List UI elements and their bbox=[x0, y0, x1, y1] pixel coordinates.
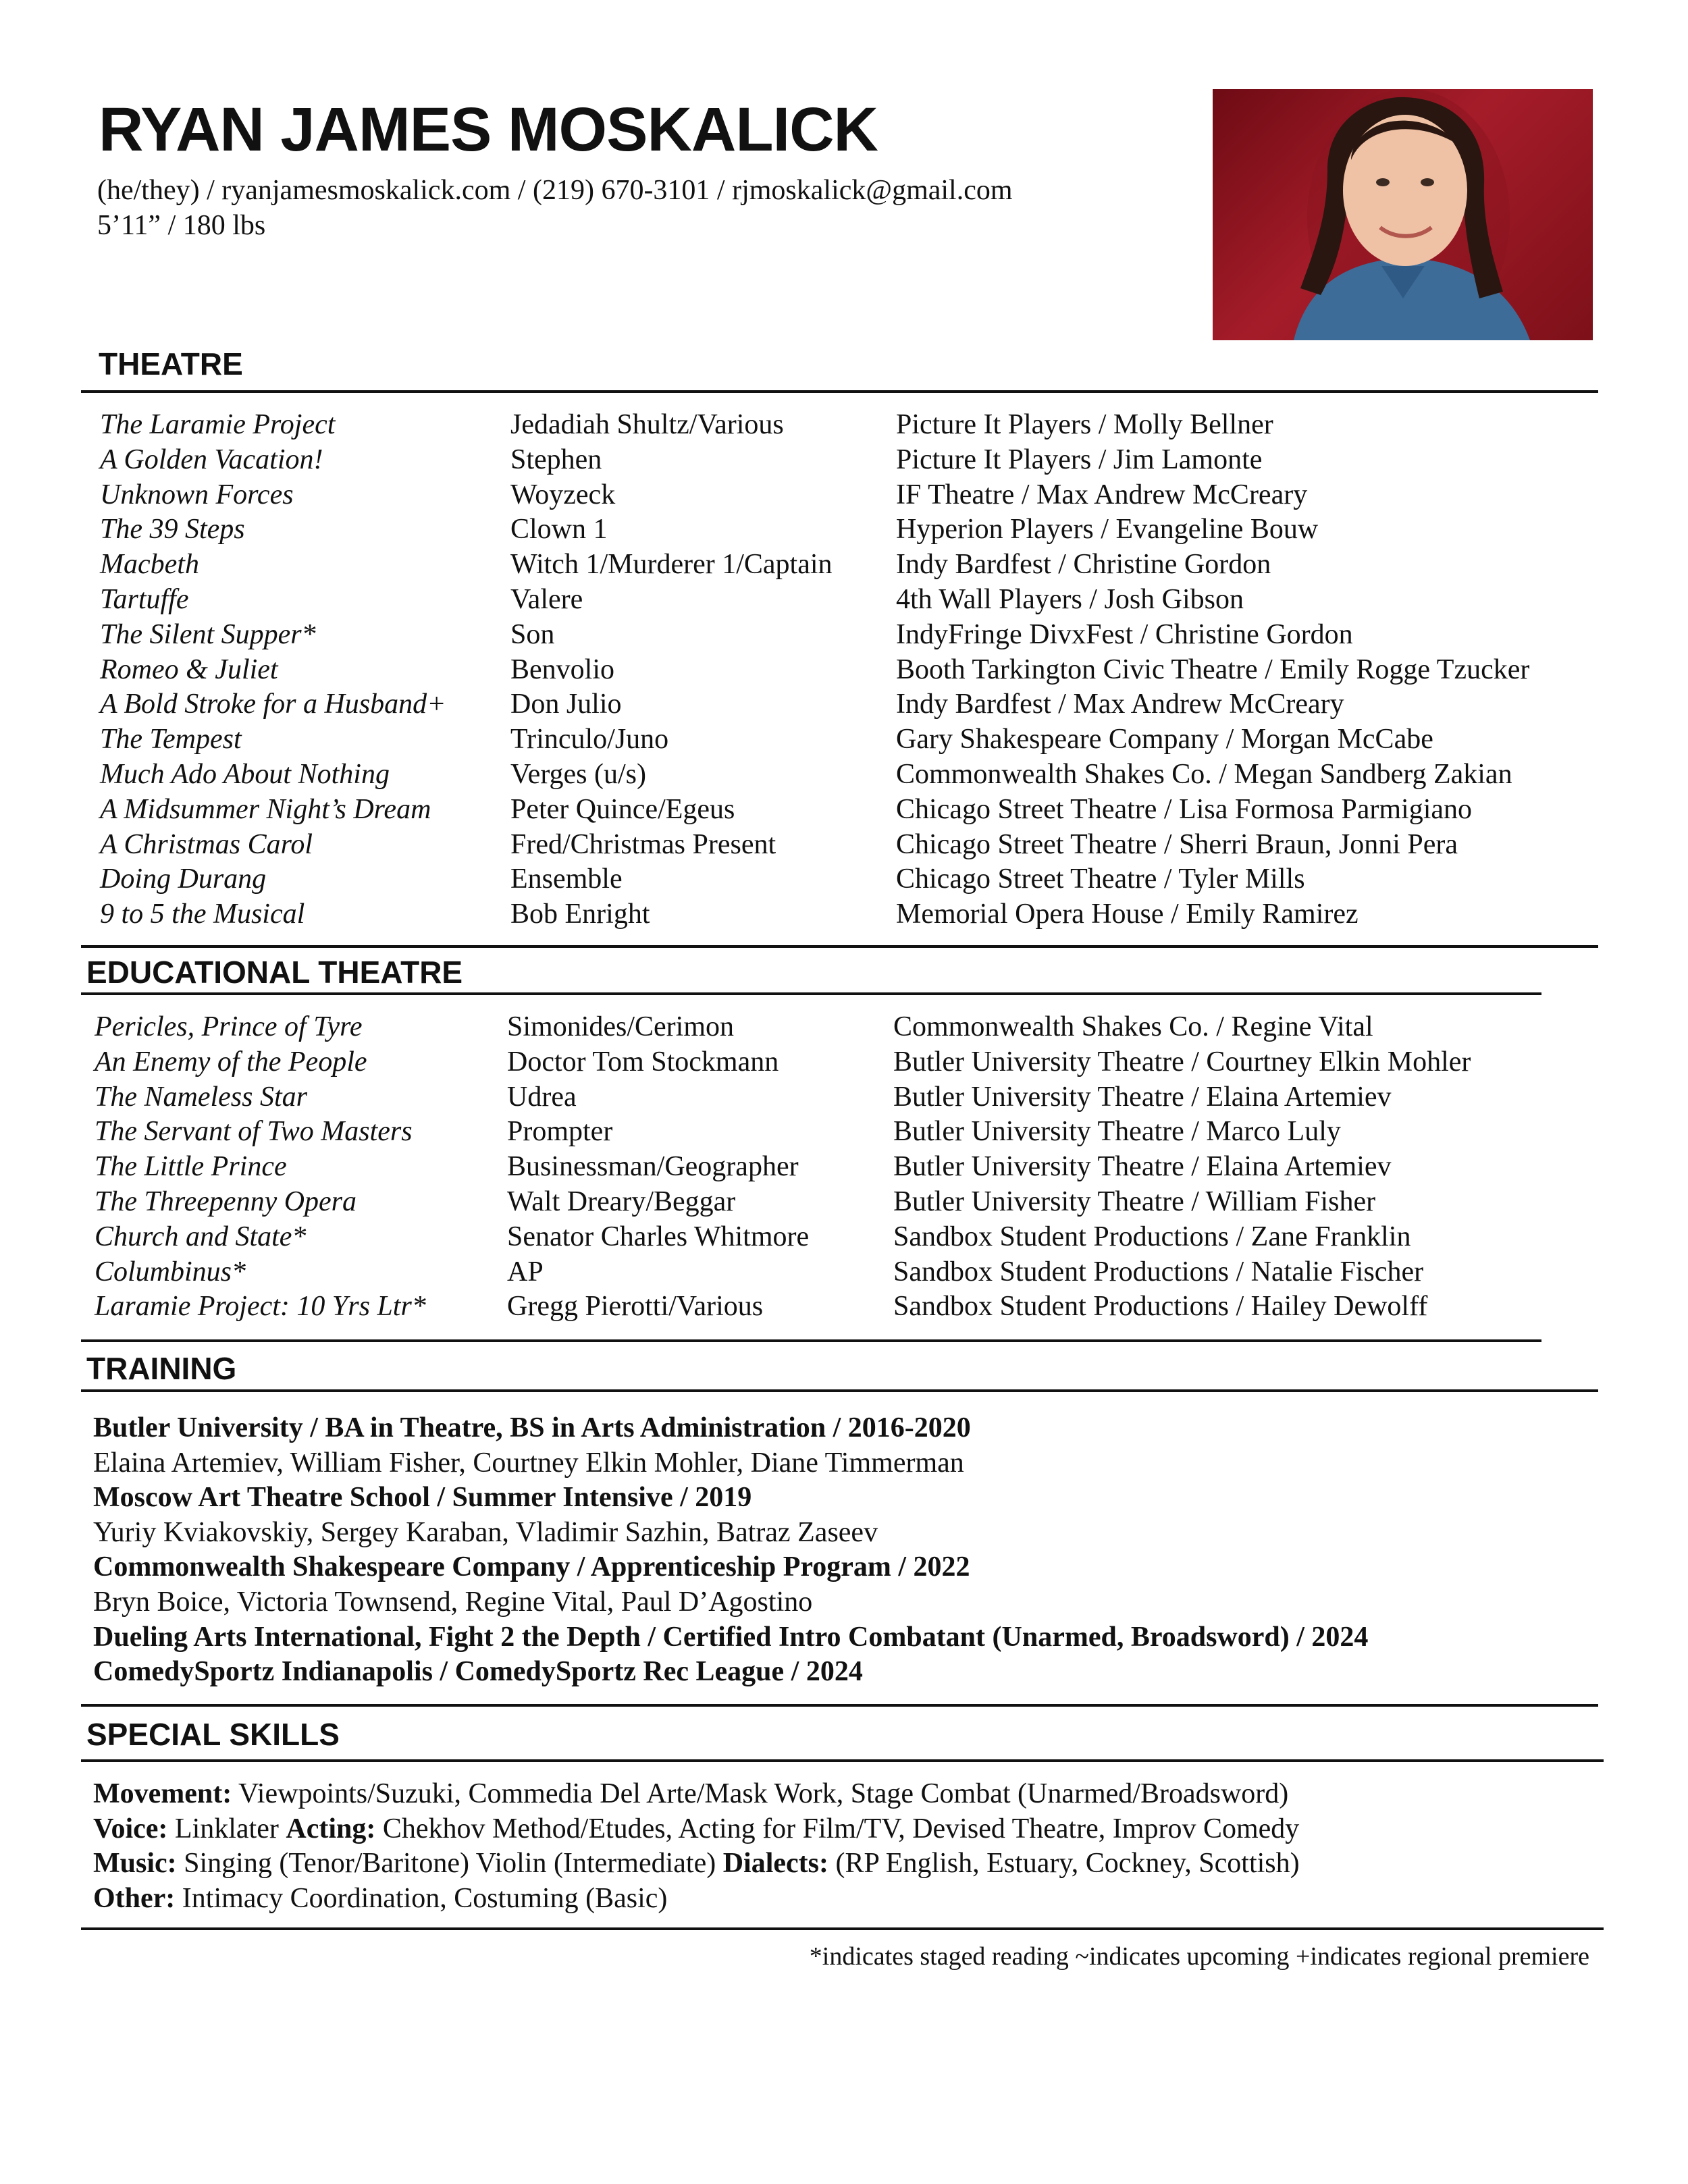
training-program: Butler University / BA in Theatre, BS in Arts Administration / 2016-2020 bbox=[93, 1412, 971, 1443]
skills-other bbox=[93, 1882, 1300, 1917]
skills-divider-top bbox=[81, 1704, 1598, 1707]
skills-label: Voice: bbox=[93, 1813, 168, 1844]
contact-line: (he/they) / ryanjamesmoskalick.com / (219) 670-3101 / rjmoskalick@gmail.com bbox=[97, 175, 1013, 206]
training-instructors: Yuriy Kviakovskiy, Sergey Karaban, Vladimir Sazhin, Batraz Zaseev bbox=[93, 1516, 878, 1548]
credit-show: Doing Durang bbox=[100, 863, 267, 895]
credit-company: Indy Bardfest / Christine Gordon bbox=[896, 549, 1271, 581]
credit-company: Gary Shakespeare Company / Morgan McCabe bbox=[896, 724, 1433, 755]
skills-label: Music: bbox=[93, 1848, 177, 1880]
credit-company: Memorial Opera House / Emily Ramirez bbox=[896, 899, 1359, 930]
skills-label: Movement: bbox=[93, 1778, 232, 1809]
credit-role: Witch 1/Murderer 1/Captain bbox=[510, 549, 833, 581]
credit-show: The Nameless Star bbox=[95, 1081, 307, 1113]
credit-show: Macbeth bbox=[100, 549, 199, 581]
headshot-illustration bbox=[1213, 89, 1593, 340]
credit-show: 9 to 5 the Musical bbox=[100, 899, 305, 930]
credit-company: Commonwealth Shakes Co. / Regine Vital bbox=[893, 1011, 1373, 1042]
credit-show: Church and State* bbox=[95, 1221, 307, 1252]
credit-company: Sandbox Student Productions / Natalie Fischer bbox=[893, 1256, 1424, 1287]
credit-role: Don Julio bbox=[510, 689, 622, 720]
credit-company: Booth Tarkington Civic Theatre / Emily Rogge Tzucker bbox=[896, 654, 1530, 685]
skills-value: Linklater bbox=[167, 1813, 286, 1844]
credit-company: Butler University Theatre / Courtney Elkin Mohler bbox=[893, 1046, 1471, 1077]
footer-divider bbox=[81, 1927, 1604, 1930]
skills-heading: SPECIAL SKILLS bbox=[86, 1717, 340, 1752]
skills-value: Intimacy Coordination, Costuming (Basic) bbox=[175, 1882, 668, 1914]
credit-role: Son bbox=[510, 618, 555, 650]
training-divider-top bbox=[81, 1339, 1541, 1342]
credit-company: Sandbox Student Productions / Zane Franklin bbox=[893, 1221, 1411, 1252]
training-program: Commonwealth Shakespeare Company / Apprenticeship Program / 2022 bbox=[93, 1551, 970, 1583]
educational-divider-top bbox=[81, 945, 1598, 948]
credit-company: Picture It Players / Molly Bellner bbox=[896, 409, 1273, 440]
credit-company: Butler University Theatre / Elaina Artemiev bbox=[893, 1081, 1392, 1113]
credit-role: Benvolio bbox=[510, 654, 614, 685]
credit-company: IndyFringe DivxFest / Christine Gordon bbox=[896, 618, 1353, 650]
skills-label: Other: bbox=[93, 1882, 176, 1914]
footnote-legend: *indicates staged reading ~indicates upcoming +indicates regional premiere bbox=[809, 1942, 1589, 1971]
resume-name: RYAN JAMES MOSKALICK bbox=[99, 95, 878, 164]
credit-show: Much Ado About Nothing bbox=[100, 758, 390, 790]
credit-company: Butler University Theatre / Marco Luly bbox=[893, 1116, 1341, 1148]
credit-role: Doctor Tom Stockmann bbox=[507, 1046, 779, 1077]
training-divider bbox=[81, 1389, 1598, 1392]
credit-show: Romeo & Juliet bbox=[100, 654, 278, 685]
credit-role: AP bbox=[507, 1256, 544, 1287]
stats-line: 5’11” / 180 lbs bbox=[97, 210, 266, 241]
credit-role: Clown 1 bbox=[510, 514, 608, 545]
credit-company: Butler University Theatre / Elaina Artemiev bbox=[893, 1151, 1392, 1183]
credit-company: Indy Bardfest / Max Andrew McCreary bbox=[896, 689, 1344, 720]
credit-role: Stephen bbox=[510, 444, 602, 475]
credit-show: An Enemy of the People bbox=[95, 1046, 367, 1077]
credit-show: The 39 Steps bbox=[100, 514, 245, 545]
credit-role: Verges (u/s) bbox=[510, 758, 647, 790]
skills-label: Acting: bbox=[286, 1813, 376, 1844]
theatre-heading: THEATRE bbox=[99, 346, 243, 381]
skills-value: (RP English, Estuary, Cockney, Scottish) bbox=[828, 1848, 1300, 1880]
skills-value: Chekhov Method/Etudes, Acting for Film/TV, Devised Theatre, Improv Comedy bbox=[375, 1813, 1300, 1844]
credit-role: Ensemble bbox=[510, 863, 623, 895]
credit-show: The Laramie Project bbox=[100, 409, 336, 440]
credit-company: Hyperion Players / Evangeline Bouw bbox=[896, 514, 1319, 545]
training-program: Dueling Arts International, Fight 2 the Depth / Certified Intro Combatant (Unarmed, Broadsword) / 2024 bbox=[93, 1621, 1369, 1653]
credit-company: Chicago Street Theatre / Lisa Formosa Parmigiano bbox=[896, 793, 1473, 825]
credit-role: Prompter bbox=[507, 1116, 613, 1148]
credit-show: The Threepenny Opera bbox=[95, 1186, 357, 1217]
skills-value: Singing (Tenor/Baritone) Violin (Intermediate) bbox=[176, 1848, 723, 1880]
credit-company: Chicago Street Theatre / Tyler Mills bbox=[896, 863, 1305, 895]
credit-role: Jedadiah Shultz/Various bbox=[510, 409, 784, 440]
credit-show: Tartuffe bbox=[100, 583, 189, 615]
skills-movement bbox=[93, 1777, 1300, 1812]
skills-value: Viewpoints/Suzuki, Commedia Del Arte/Mask Work, Stage Combat (Unarmed/Broadsword) bbox=[232, 1778, 1289, 1809]
skills-voice-acting bbox=[93, 1812, 1300, 1847]
credit-role: Simonides/Cerimon bbox=[507, 1011, 734, 1042]
training-list bbox=[93, 1411, 1368, 1690]
credit-show: The Tempest bbox=[100, 724, 242, 755]
training-instructors: Bryn Boice, Victoria Townsend, Regine Vital, Paul D’Agostino bbox=[93, 1586, 813, 1618]
credit-company: IF Theatre / Max Andrew McCreary bbox=[896, 479, 1308, 510]
credit-role: Bob Enright bbox=[510, 899, 650, 930]
credit-show: Unknown Forces bbox=[100, 479, 294, 510]
credit-company: Butler University Theatre / William Fisher bbox=[893, 1186, 1376, 1217]
credit-role: Peter Quince/Egeus bbox=[510, 793, 735, 825]
credit-show: A Midsummer Night’s Dream bbox=[100, 793, 431, 825]
credit-role: Woyzeck bbox=[510, 479, 616, 510]
credit-company: Chicago Street Theatre / Sherri Braun, Jonni Pera bbox=[896, 828, 1458, 860]
training-instructors: Elaina Artemiev, William Fisher, Courtney Elkin Mohler, Diane Timmerman bbox=[93, 1447, 964, 1479]
training-program: ComedySportz Indianapolis / ComedySportz Rec League / 2024 bbox=[93, 1656, 863, 1688]
credit-role: Businessman/Geographer bbox=[507, 1151, 799, 1183]
credit-company: Commonwealth Shakes Co. / Megan Sandberg Zakian bbox=[896, 758, 1512, 790]
credit-company: Picture It Players / Jim Lamonte bbox=[896, 444, 1263, 475]
headshot-photo bbox=[1213, 89, 1593, 340]
theatre-divider bbox=[81, 390, 1598, 393]
credit-role: Walt Dreary/Beggar bbox=[507, 1186, 736, 1217]
credit-show: Columbinus* bbox=[95, 1256, 246, 1287]
credit-role: Trinculo/Juno bbox=[510, 724, 669, 755]
credit-show: Pericles, Prince of Tyre bbox=[95, 1011, 363, 1042]
credit-company: 4th Wall Players / Josh Gibson bbox=[896, 583, 1244, 615]
training-heading: TRAINING bbox=[86, 1351, 237, 1386]
credit-role: Senator Charles Whitmore bbox=[507, 1221, 810, 1252]
credit-role: Gregg Pierotti/Various bbox=[507, 1291, 764, 1323]
credit-company: Sandbox Student Productions / Hailey Dewolff bbox=[893, 1291, 1428, 1323]
skills-music-dialects bbox=[93, 1846, 1300, 1882]
credit-role: Fred/Christmas Present bbox=[510, 828, 776, 860]
credit-role: Udrea bbox=[507, 1081, 577, 1113]
credit-show: A Bold Stroke for a Husband+ bbox=[100, 689, 446, 720]
skills-list bbox=[93, 1777, 1300, 1916]
credit-show: The Servant of Two Masters bbox=[95, 1116, 413, 1148]
educational-heading: EDUCATIONAL THEATRE bbox=[86, 955, 463, 990]
credit-role: Valere bbox=[510, 583, 583, 615]
educational-divider bbox=[81, 992, 1541, 995]
credit-show: Laramie Project: 10 Yrs Ltr* bbox=[95, 1291, 426, 1323]
training-program: Moscow Art Theatre School / Summer Intensive / 2019 bbox=[93, 1482, 752, 1514]
skills-label: Dialects: bbox=[722, 1848, 828, 1880]
credit-show: A Christmas Carol bbox=[100, 828, 313, 860]
skills-divider bbox=[81, 1759, 1604, 1762]
credit-show: A Golden Vacation! bbox=[100, 444, 323, 475]
credit-show: The Silent Supper* bbox=[100, 618, 316, 650]
credit-show: The Little Prince bbox=[95, 1151, 287, 1183]
